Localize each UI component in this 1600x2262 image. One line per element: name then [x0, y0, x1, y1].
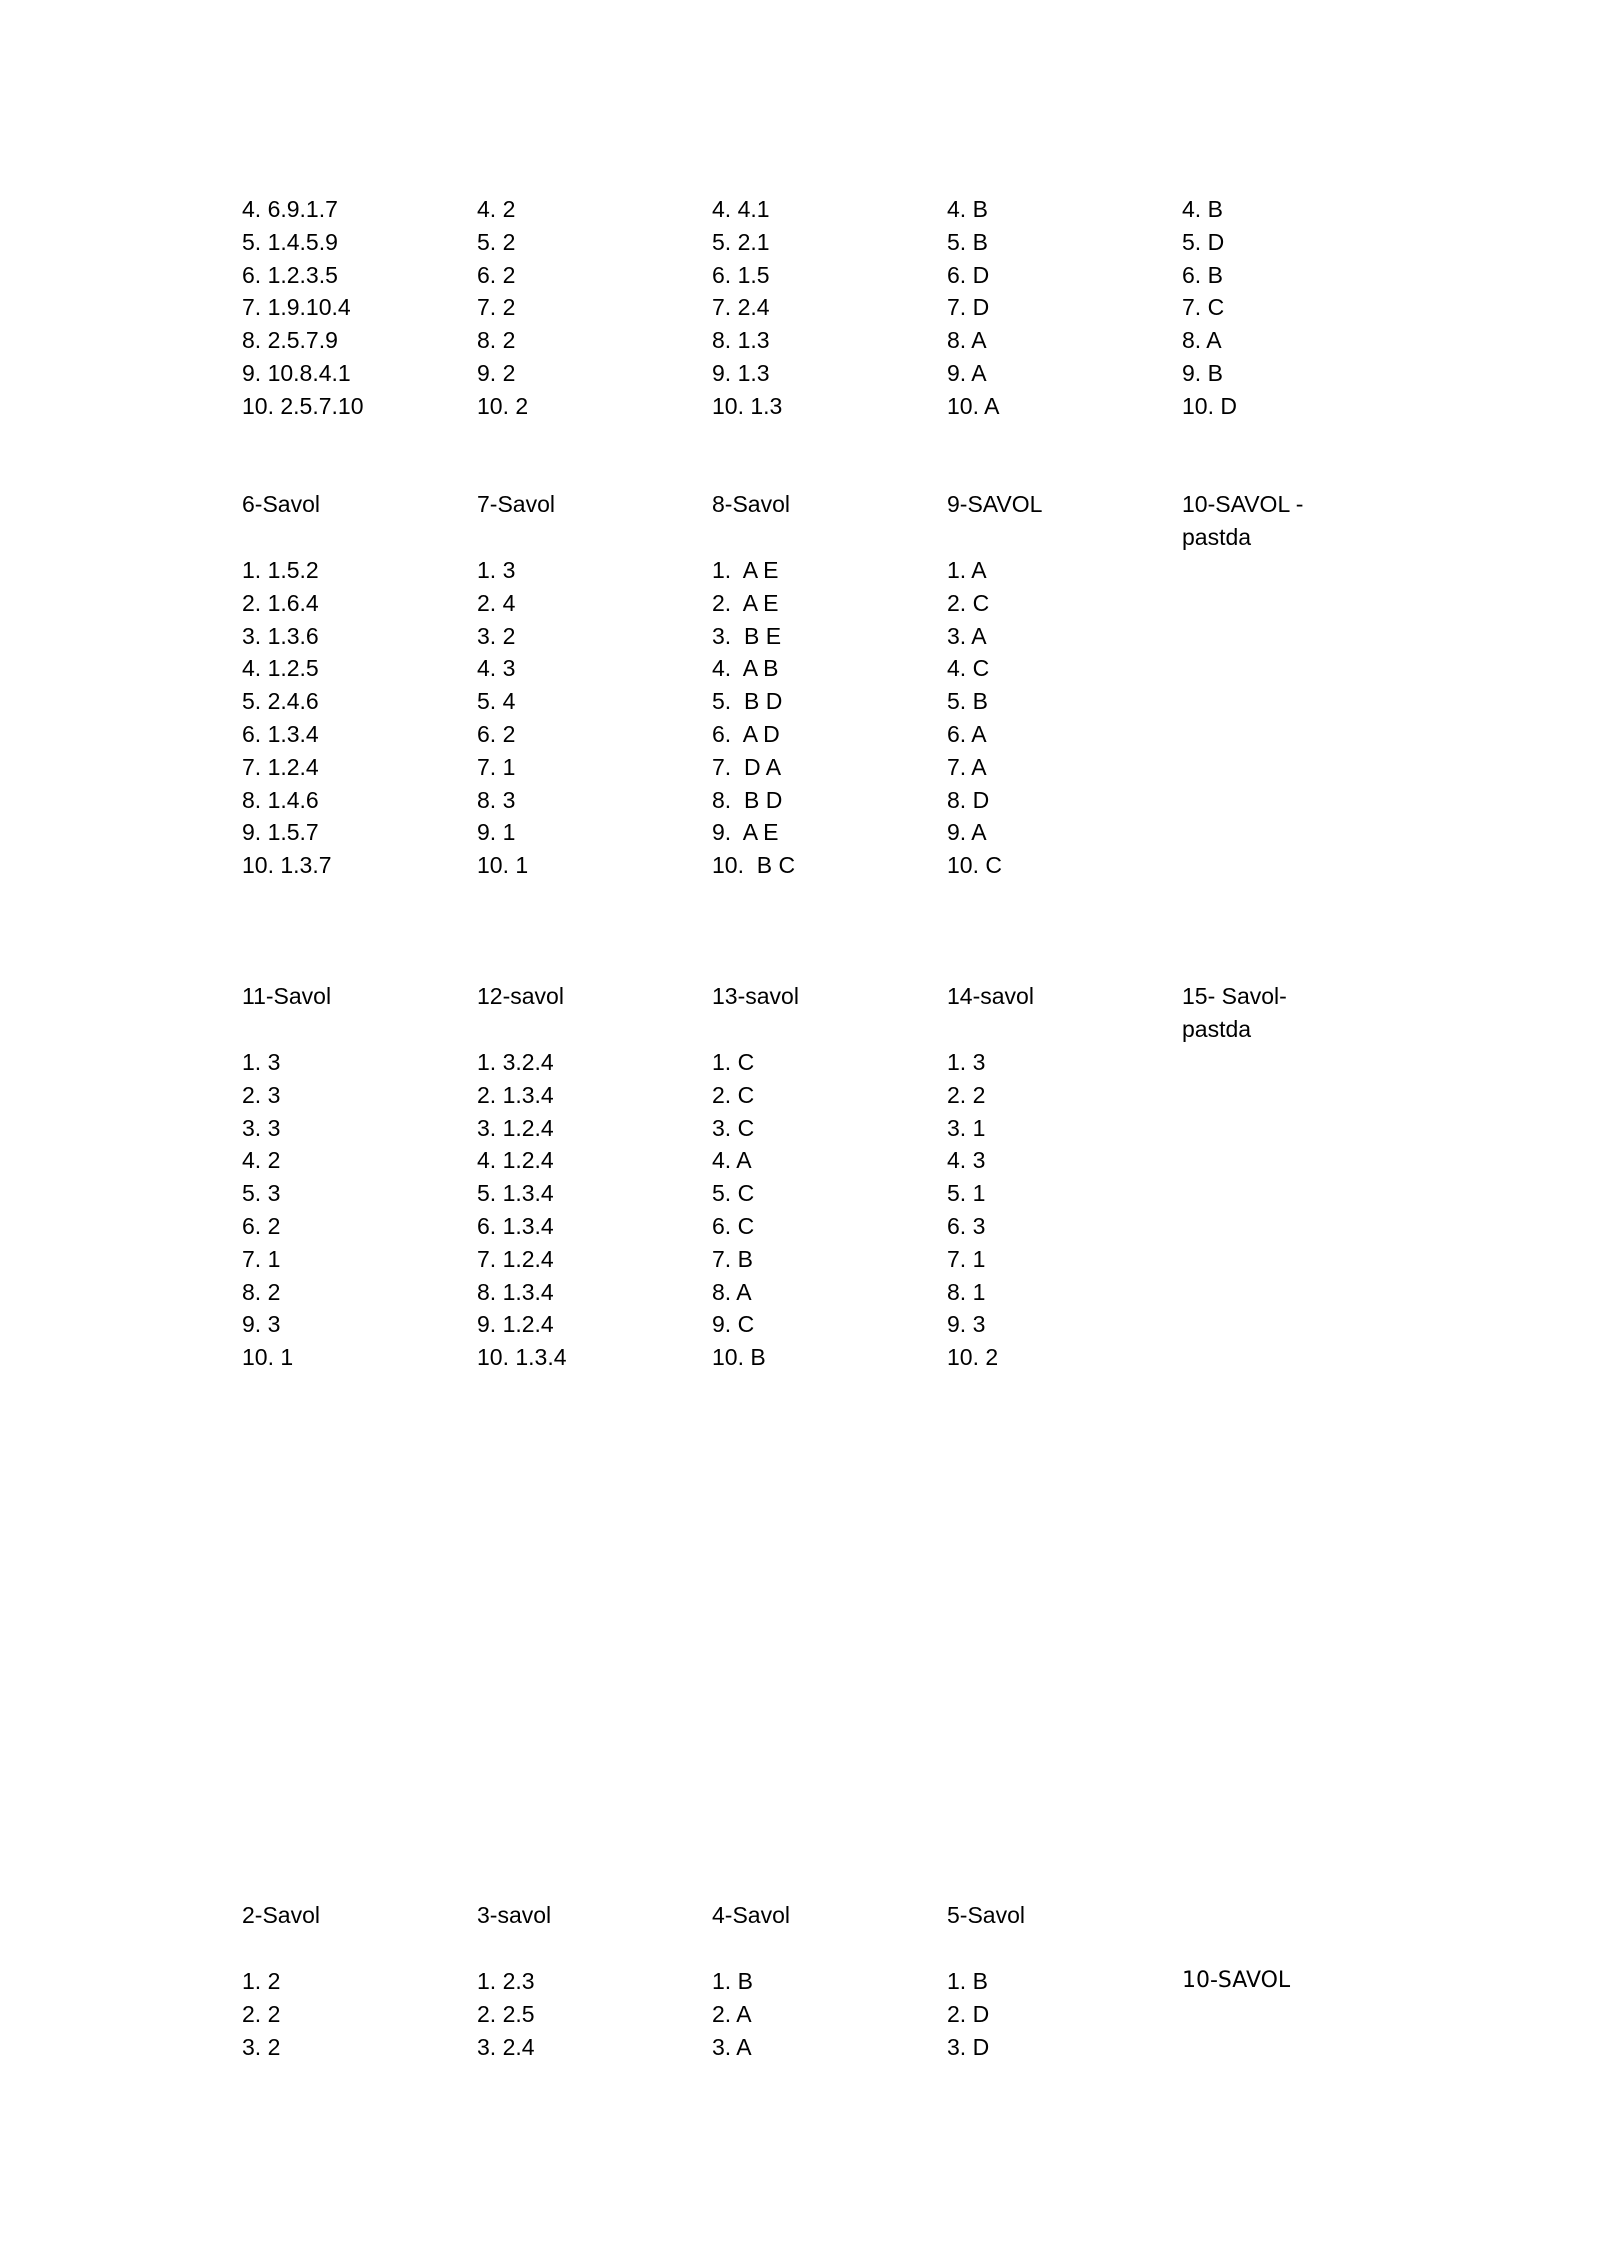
column-header: 15- Savol- pastda: [1182, 983, 1287, 1042]
answer-column: [242, 193, 462, 423]
answer-item: 7. D A: [712, 753, 782, 780]
answer-item: 9. C: [712, 1311, 755, 1338]
column-header: 3-savol: [477, 1902, 552, 1928]
answer-item: 7. 1.9.10.4: [242, 294, 351, 321]
answer-item: 8. B D: [712, 786, 783, 813]
answer-column: [712, 554, 932, 882]
answer-item: 4. A: [712, 1147, 752, 1174]
answer-item: 7. 2.4: [712, 294, 770, 321]
answer-item: 2. C: [712, 1081, 755, 1108]
answer-item: 6. 3: [947, 1212, 986, 1239]
answer-column: [242, 554, 462, 882]
answer-item: 10. 1.3.7: [242, 852, 332, 879]
answer-item: 2. 4: [477, 589, 516, 616]
answer-item: 5. 1.3.4: [477, 1180, 554, 1207]
answer-column: [477, 193, 697, 423]
answer-item: 4. C: [947, 655, 990, 682]
answer-item: 9. 1.2.4: [477, 1311, 554, 1338]
answer-item: 9. A: [947, 359, 987, 386]
answer-item: 10. 1: [242, 1344, 294, 1371]
column-header: 10-SAVOL - pastda: [1182, 491, 1304, 550]
answer-column: [947, 1046, 1167, 1374]
answer-item: 2. A E: [712, 589, 779, 616]
answer-item: 6. 2: [242, 1212, 281, 1239]
answer-item: 9. 3: [947, 1311, 986, 1338]
answer-item: 6. A D: [712, 720, 780, 747]
answer-item: 2. C: [947, 589, 990, 616]
answer-item: 1. 3: [477, 557, 516, 583]
answer-item: 9. 1.3: [712, 359, 770, 386]
answer-item: 8. A: [712, 1278, 752, 1305]
answer-item: 4. 6.9.1.7: [242, 196, 338, 222]
answer-item: 9. A E: [712, 819, 779, 846]
answer-column: [947, 193, 1167, 423]
answer-item: 6. 1.3.4: [477, 1212, 554, 1239]
answer-item: 1. 1.5.2: [242, 557, 319, 583]
answer-item: 5. 2.4.6: [242, 688, 319, 715]
column-header: 8-Savol: [712, 491, 790, 517]
answer-item: 2. A: [712, 2000, 752, 2027]
answer-item: 10. 2: [477, 392, 529, 419]
answer-item: 5. 1.4.5.9: [242, 228, 338, 255]
answer-item: 6. D: [947, 261, 990, 288]
answer-item: 4. 1.2.5: [242, 655, 319, 682]
answer-item: 8. 1: [947, 1278, 986, 1305]
answer-item: 8. A: [1182, 327, 1222, 354]
answer-item: 2. 2: [947, 1081, 986, 1108]
answer-item: 4. 2: [242, 1147, 281, 1174]
answer-item: 7. 1: [477, 753, 516, 780]
column-header: 2-Savol: [242, 1902, 320, 1928]
answer-column: [712, 1965, 932, 2063]
answer-item: 2. 2.5: [477, 2000, 535, 2027]
answer-item: 8. A: [947, 327, 987, 354]
answer-item: 6. 1.3.4: [242, 720, 319, 747]
answer-column: [712, 193, 932, 423]
answer-item: 4. B: [947, 196, 988, 222]
answer-item: 9. 2: [477, 359, 516, 386]
answer-item: 9. 1.5.7: [242, 819, 319, 846]
answer-item: 8. 1.3.4: [477, 1278, 554, 1305]
answer-item: 10. 1.3.4: [477, 1344, 567, 1371]
column-header: 11-Savol: [242, 983, 332, 1009]
answer-item: 9. B: [1182, 359, 1223, 386]
answer-item: 3. B E: [712, 622, 782, 649]
answer-item: 3. 3: [242, 1114, 281, 1141]
answer-item: 1. A: [947, 557, 987, 583]
answer-item: 4. 3: [477, 655, 516, 682]
answer-item: 10. D: [1182, 392, 1237, 419]
answer-column: [477, 1965, 697, 2063]
answer-item: 5. B: [947, 228, 988, 255]
answer-item: 2. D: [947, 2000, 990, 2027]
answer-item: 3. 2.4: [477, 2033, 535, 2060]
answer-item: 8. D: [947, 786, 990, 813]
answer-column: [477, 1046, 697, 1374]
column-header: 13-savol: [712, 983, 799, 1009]
answer-item: 8. 1.4.6: [242, 786, 319, 813]
answer-column: [242, 1046, 462, 1374]
answer-item: 10. 2: [947, 1344, 999, 1371]
answer-item: 3. 1.2.4: [477, 1114, 554, 1141]
answer-item: 1. B: [947, 1968, 988, 1994]
answer-item: 3. 2: [242, 2033, 281, 2060]
answer-item: 10. A: [947, 392, 1000, 419]
answer-item: 3. A: [712, 2033, 752, 2060]
answer-item: 1. 3.2.4: [477, 1049, 554, 1075]
answer-item: 5. 2: [477, 228, 516, 255]
answer-item: 1. A E: [712, 557, 779, 583]
answer-item: 4. 3: [947, 1147, 986, 1174]
answer-item: 1. 3: [947, 1049, 986, 1075]
answer-item: 3. D: [947, 2033, 990, 2060]
answer-item: 9. 10.8.4.1: [242, 359, 351, 386]
answer-item: 10. 1.3: [712, 392, 783, 419]
answer-item: 3. 1: [947, 1114, 986, 1141]
answer-item: 5. D: [1182, 228, 1225, 255]
answer-column: [712, 1046, 932, 1374]
answer-item: 6. 1.2.3.5: [242, 261, 338, 288]
answer-item: 5. C: [712, 1180, 755, 1207]
answer-column: [477, 554, 697, 882]
answer-item: 6. C: [712, 1212, 755, 1239]
answer-item: 5. 3: [242, 1180, 281, 1207]
answer-item: 3. 2: [477, 622, 516, 649]
answer-item: 10. 2.5.7.10: [242, 392, 364, 419]
answer-item: 4. 1.2.4: [477, 1147, 554, 1174]
answer-item: 2. 1.3.4: [477, 1081, 554, 1108]
answer-item: 7. B: [712, 1245, 753, 1272]
extra-label: 10-SAVOL: [1182, 1968, 1291, 1993]
answer-item: 7. D: [947, 294, 990, 321]
answer-item: 7. 1: [242, 1245, 281, 1272]
answer-item: 7. 1.2.4: [242, 753, 319, 780]
answer-item: 5. 2.1: [712, 228, 770, 255]
answer-column: [947, 1965, 1167, 2063]
answer-item: 10. B: [712, 1344, 766, 1371]
answer-item: 2. 3: [242, 1081, 281, 1108]
answer-item: 4. 2: [477, 196, 516, 222]
answer-item: 9. 3: [242, 1311, 281, 1338]
answer-item: 6. 1.5: [712, 261, 770, 288]
answer-item: 5. 4: [477, 688, 516, 715]
answer-item: 1. 3: [242, 1049, 281, 1075]
answer-item: 1. C: [712, 1049, 755, 1075]
answer-column: [1182, 193, 1402, 423]
answer-item: 8. 3: [477, 786, 516, 813]
answer-item: 1. B: [712, 1968, 753, 1994]
answer-item: 7. A: [947, 753, 987, 780]
answer-item: 2. 2: [242, 2000, 281, 2027]
answer-item: 9. A: [947, 819, 987, 846]
column-header: 6-Savol: [242, 491, 320, 517]
answer-item: 7. 2: [477, 294, 516, 321]
answer-item: 6. 2: [477, 720, 516, 747]
answer-item: 10. 1: [477, 852, 529, 879]
answer-item: 10. C: [947, 852, 1002, 879]
answer-item: 7. 1: [947, 1245, 986, 1272]
answer-item: 6. 2: [477, 261, 516, 288]
answer-item: 6. B: [1182, 261, 1223, 288]
answer-column: [947, 554, 1167, 882]
answer-item: 3. 1.3.6: [242, 622, 319, 649]
column-header: 5-Savol: [947, 1902, 1025, 1928]
answer-item: 8. 2: [242, 1278, 281, 1305]
answer-item: 4. 4.1: [712, 196, 770, 222]
answer-item: 3. C: [712, 1114, 755, 1141]
answer-item: 8. 2.5.7.9: [242, 327, 338, 354]
column-header: 4-Savol: [712, 1902, 790, 1928]
column-header: 14-savol: [947, 983, 1034, 1009]
answer-column: [242, 1965, 462, 2063]
answer-item: 3. A: [947, 622, 987, 649]
answer-item: 1. 2.3: [477, 1968, 535, 1994]
answer-item: 5. B D: [712, 688, 783, 715]
answer-item: 6. A: [947, 720, 987, 747]
column-header: 7-Savol: [477, 491, 555, 517]
answer-item: 8. 1.3: [712, 327, 770, 354]
column-header: 12-savol: [477, 983, 564, 1009]
answer-item: 5. 1: [947, 1180, 986, 1207]
answer-item: 2. 1.6.4: [242, 589, 319, 616]
answer-item: 8. 2: [477, 327, 516, 354]
answer-item: 7. 1.2.4: [477, 1245, 554, 1272]
answer-item: 4. A B: [712, 655, 779, 682]
answer-item: 4. B: [1182, 196, 1223, 222]
answer-item: 5. B: [947, 688, 988, 715]
column-header: 9-SAVOL: [947, 491, 1043, 517]
answer-item: 7. C: [1182, 294, 1225, 321]
answer-item: 1. 2: [242, 1968, 281, 1994]
answer-item: 10. B C: [712, 852, 796, 879]
answer-item: 9. 1: [477, 819, 516, 846]
